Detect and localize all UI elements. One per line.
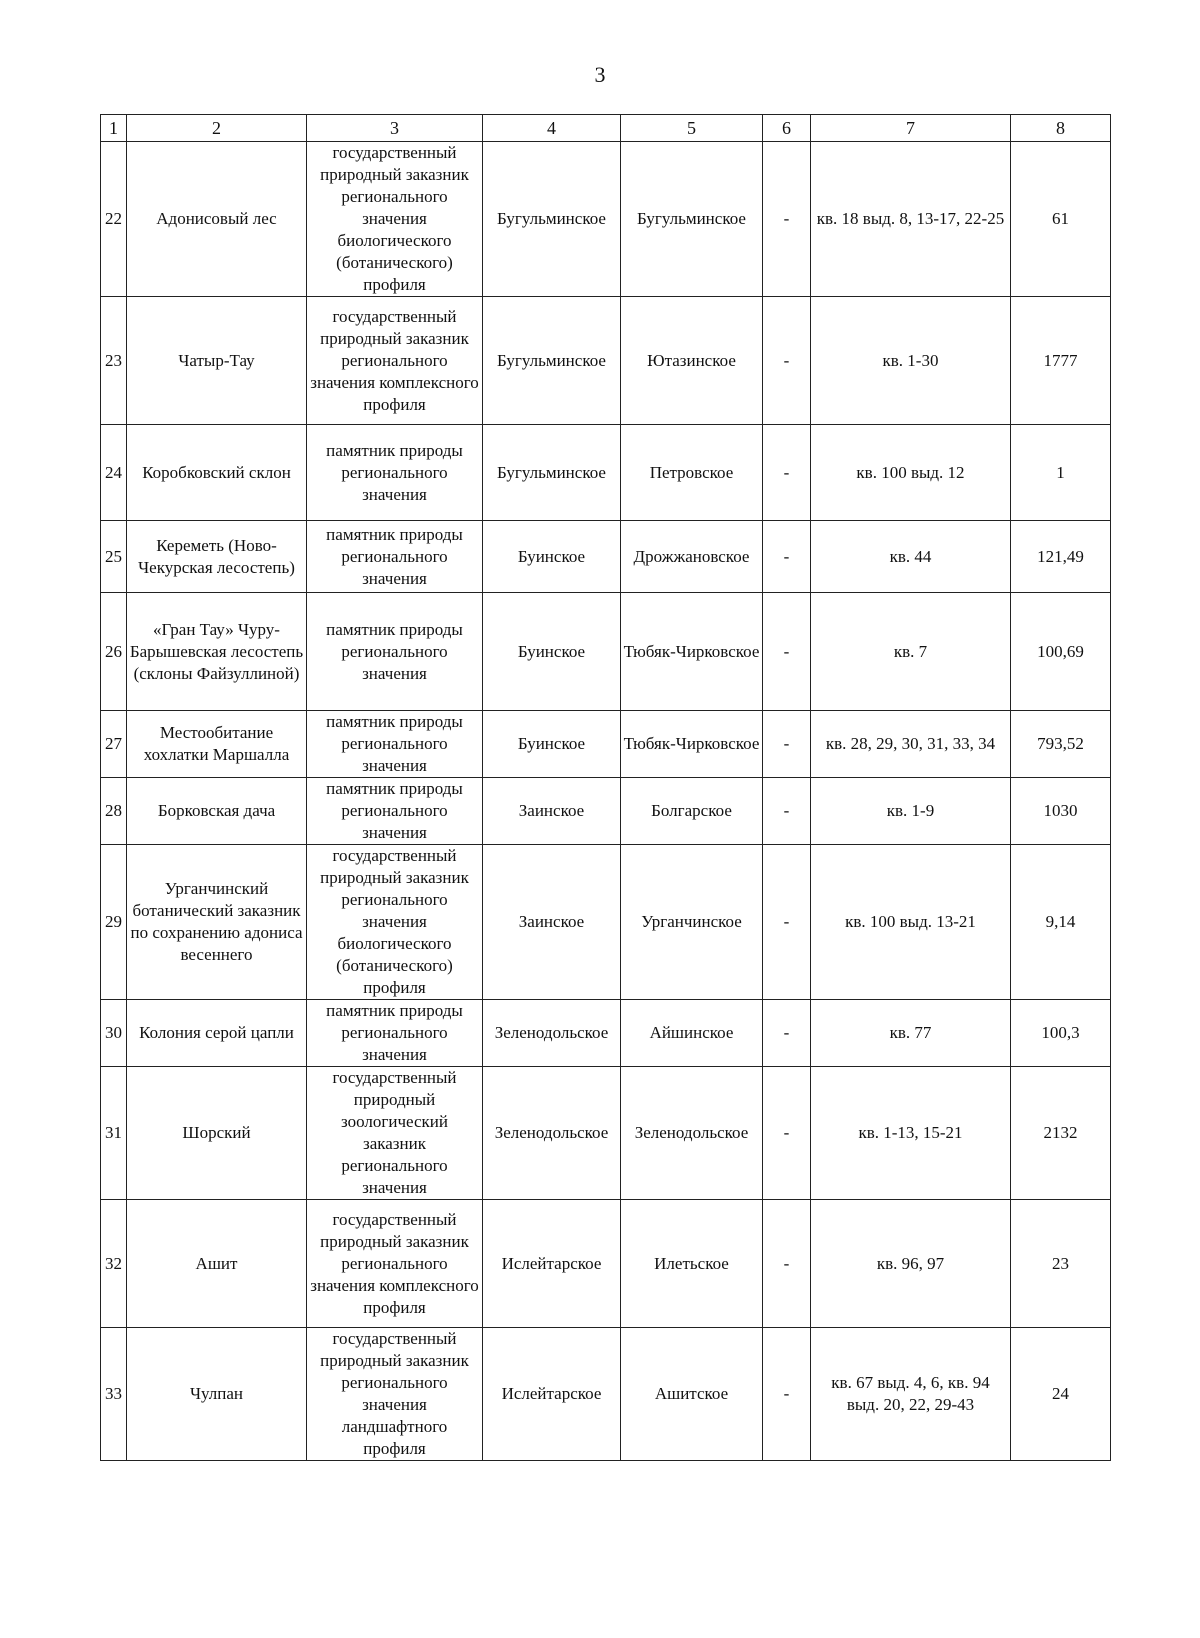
table-cell: Болгарское xyxy=(621,778,763,845)
table-row xyxy=(101,1200,1111,1328)
table-cell: 29 xyxy=(101,845,127,1000)
header-cell: 6 xyxy=(763,115,811,142)
table-cell: Ютазинское xyxy=(621,297,763,425)
table-cell: - xyxy=(763,142,811,297)
table-cell: Бугульминское xyxy=(483,425,621,521)
table-cell: памятник природы регионального значения xyxy=(307,711,483,778)
table-row xyxy=(101,521,1111,593)
table-cell: кв. 44 xyxy=(811,521,1011,593)
table-cell: памятник природы регионального значения xyxy=(307,521,483,593)
table-cell: памятник природы регионального значения xyxy=(307,425,483,521)
table-cell: Бугульминское xyxy=(483,142,621,297)
table-cell: «Гран Тау» Чуру-Барышевская лесостепь (склоны Файзуллиной) xyxy=(127,593,307,711)
table-cell: 793,52 xyxy=(1011,711,1111,778)
table-cell: Ислейтарское xyxy=(483,1200,621,1328)
table-cell: 100,3 xyxy=(1011,1000,1111,1067)
table-cell: 30 xyxy=(101,1000,127,1067)
table-cell: - xyxy=(763,593,811,711)
table-cell: Айшинское xyxy=(621,1000,763,1067)
table-cell: 23 xyxy=(101,297,127,425)
table-cell: Бугульминское xyxy=(621,142,763,297)
table-row xyxy=(101,297,1111,425)
table-cell: 61 xyxy=(1011,142,1111,297)
table-cell: Буинское xyxy=(483,593,621,711)
table-cell: кв. 18 выд. 8, 13-17, 22-25 xyxy=(811,142,1011,297)
table-row xyxy=(101,845,1111,1000)
table-cell: - xyxy=(763,845,811,1000)
table-cell: государственный природный зоологический заказник регионального значения xyxy=(307,1067,483,1200)
table-cell: - xyxy=(763,1067,811,1200)
header-cell: 8 xyxy=(1011,115,1111,142)
table-cell: - xyxy=(763,1200,811,1328)
table-cell: 121,49 xyxy=(1011,521,1111,593)
header-cell: 1 xyxy=(101,115,127,142)
table-row xyxy=(101,778,1111,845)
table-cell: 24 xyxy=(101,425,127,521)
table-cell: государственный природный заказник регионального значения комплексного профиля xyxy=(307,1200,483,1328)
table-cell: - xyxy=(763,1328,811,1461)
table-cell: 25 xyxy=(101,521,127,593)
table-cell: 23 xyxy=(1011,1200,1111,1328)
table-cell: кв. 67 выд. 4, 6, кв. 94 выд. 20, 22, 29-43 xyxy=(811,1328,1011,1461)
table-cell: Тюбяк-Чирковское xyxy=(621,711,763,778)
table-cell: кв. 1-13, 15-21 xyxy=(811,1067,1011,1200)
table-row xyxy=(101,1067,1111,1200)
table-cell: Илетьское xyxy=(621,1200,763,1328)
table-cell: - xyxy=(763,297,811,425)
table-row xyxy=(101,1000,1111,1067)
table-cell: государственный природный заказник регионального значения биологического (ботанического) профиля xyxy=(307,845,483,1000)
table-cell: Урганчинский ботанический заказник по сохранению адониса весеннего xyxy=(127,845,307,1000)
header-cell: 3 xyxy=(307,115,483,142)
table-cell: государственный природный заказник регионального значения биологического (ботанического) профиля xyxy=(307,142,483,297)
table-cell: памятник природы регионального значения xyxy=(307,593,483,711)
table-cell: государственный природный заказник регионального значения комплексного профиля xyxy=(307,297,483,425)
table-cell: 24 xyxy=(1011,1328,1111,1461)
header-cell: 5 xyxy=(621,115,763,142)
table-cell: Коробковский склон xyxy=(127,425,307,521)
table-body xyxy=(101,115,1111,1461)
table-cell: 33 xyxy=(101,1328,127,1461)
table-cell: Шорский xyxy=(127,1067,307,1200)
table-cell: Зеленодольское xyxy=(483,1067,621,1200)
table-cell: Местообитание хохлатки Маршалла xyxy=(127,711,307,778)
table-cell: Чулпан xyxy=(127,1328,307,1461)
table-cell: Петровское xyxy=(621,425,763,521)
table-cell: 2132 xyxy=(1011,1067,1111,1200)
table-cell: Борковская дача xyxy=(127,778,307,845)
table-header-row xyxy=(101,115,1111,142)
table-cell: кв. 100 выд. 13-21 xyxy=(811,845,1011,1000)
table-cell: кв. 1-30 xyxy=(811,297,1011,425)
table-cell: государственный природный заказник регионального значения ландшафтного профиля xyxy=(307,1328,483,1461)
table-cell: - xyxy=(763,711,811,778)
table-cell: 31 xyxy=(101,1067,127,1200)
table-cell: Ашитское xyxy=(621,1328,763,1461)
table-cell: Зеленодольское xyxy=(483,1000,621,1067)
table-cell: кв. 77 xyxy=(811,1000,1011,1067)
table-cell: 1 xyxy=(1011,425,1111,521)
table-cell: памятник природы регионального значения xyxy=(307,778,483,845)
header-cell: 7 xyxy=(811,115,1011,142)
table-cell: Урганчинское xyxy=(621,845,763,1000)
header-cell: 4 xyxy=(483,115,621,142)
page-number: 3 xyxy=(594,62,606,87)
table-cell: Буинское xyxy=(483,521,621,593)
table-cell: 32 xyxy=(101,1200,127,1328)
table-cell: 1777 xyxy=(1011,297,1111,425)
table-cell: Адонисовый лес xyxy=(127,142,307,297)
table-cell: кв. 100 выд. 12 xyxy=(811,425,1011,521)
table-cell: Чатыр-Тау xyxy=(127,297,307,425)
table-cell: Бугульминское xyxy=(483,297,621,425)
table-cell: 100,69 xyxy=(1011,593,1111,711)
table-cell: Заинское xyxy=(483,778,621,845)
table-cell: Ислейтарское xyxy=(483,1328,621,1461)
table-cell: кв. 96, 97 xyxy=(811,1200,1011,1328)
table-cell: 28 xyxy=(101,778,127,845)
table-cell: Заинское xyxy=(483,845,621,1000)
table-cell: - xyxy=(763,425,811,521)
table-cell: Тюбяк-Чирковское xyxy=(621,593,763,711)
table-row xyxy=(101,142,1111,297)
table-row xyxy=(101,711,1111,778)
table-cell: 27 xyxy=(101,711,127,778)
table-cell: 22 xyxy=(101,142,127,297)
table-row xyxy=(101,593,1111,711)
table-cell: - xyxy=(763,521,811,593)
table-row xyxy=(101,1328,1111,1461)
header-cell: 2 xyxy=(127,115,307,142)
table-cell: Дрожжановское xyxy=(621,521,763,593)
table-cell: 1030 xyxy=(1011,778,1111,845)
table-cell: 9,14 xyxy=(1011,845,1111,1000)
table-row xyxy=(101,425,1111,521)
table-cell: кв. 7 xyxy=(811,593,1011,711)
table-cell: Кереметь (Ново-Чекурская лесостепь) xyxy=(127,521,307,593)
table-cell: - xyxy=(763,778,811,845)
protected-areas-table xyxy=(100,114,1111,1461)
table-cell: Буинское xyxy=(483,711,621,778)
table-cell: Ашит xyxy=(127,1200,307,1328)
table-cell: Зеленодольское xyxy=(621,1067,763,1200)
table-cell: Колония серой цапли xyxy=(127,1000,307,1067)
table-cell: кв. 28, 29, 30, 31, 33, 34 xyxy=(811,711,1011,778)
table-cell: памятник природы регионального значения xyxy=(307,1000,483,1067)
table-cell: 26 xyxy=(101,593,127,711)
table-cell: кв. 1-9 xyxy=(811,778,1011,845)
table-cell: - xyxy=(763,1000,811,1067)
